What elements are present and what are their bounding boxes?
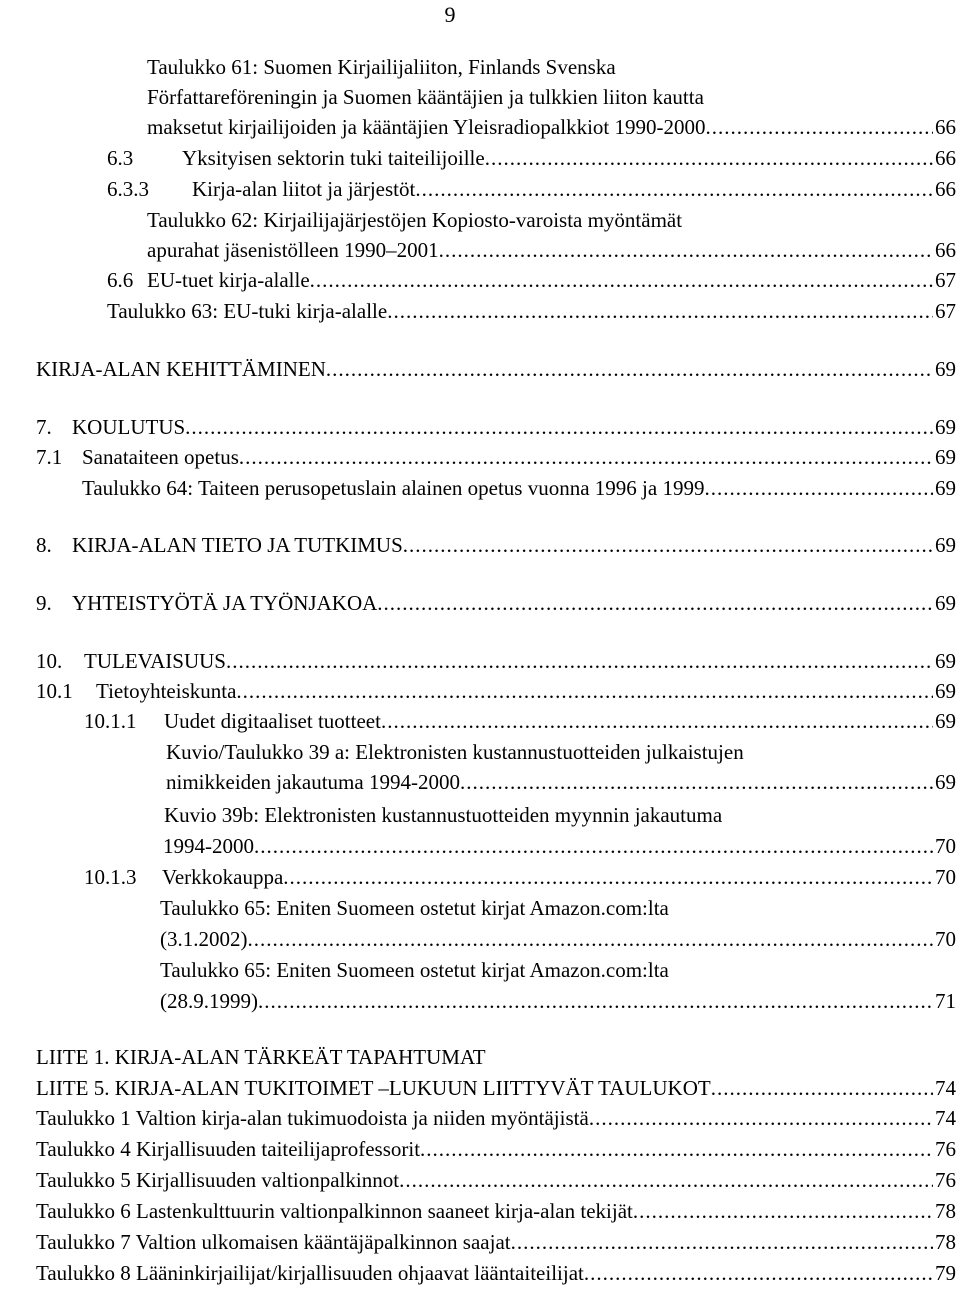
toc-entry-title: Taulukko 5 Kirjallisuuden valtionpalkinnot <box>36 1168 400 1192</box>
toc-leader-dots <box>589 1103 933 1133</box>
toc-entry[interactable] <box>0 354 956 384</box>
toc-leader-dots <box>377 588 933 618</box>
toc-entry[interactable] <box>0 646 956 676</box>
toc-entry-title: Taulukko 7 Valtion ulkomaisen kääntäjäpalkinnon saajat <box>36 1230 511 1254</box>
toc-entry[interactable] <box>0 52 956 82</box>
toc-entry[interactable] <box>0 82 956 112</box>
toc-page-number: 78 <box>935 1199 956 1223</box>
toc-entry-number: 6.3 <box>107 146 134 170</box>
toc-entry[interactable] <box>0 955 956 985</box>
toc-entry[interactable] <box>0 1073 956 1103</box>
toc-leader-dots <box>387 296 933 326</box>
toc-entry-title: LIITE 5. KIRJA-ALAN TUKITOIMET –LUKUUN LIITTYVÄT TAULUKOT <box>36 1076 711 1100</box>
toc-entry[interactable] <box>0 831 956 861</box>
toc-entry[interactable] <box>0 143 956 173</box>
toc-entry[interactable] <box>0 767 956 797</box>
toc-page-number: 71 <box>935 989 956 1013</box>
toc-leader-dots <box>326 354 933 384</box>
toc-leader-dots <box>704 473 933 503</box>
toc-entry-title: KIRJA-ALAN KEHITTÄMINEN <box>36 357 326 381</box>
toc-entry-number: 6.6 <box>107 268 134 292</box>
toc-entry-number: 7.1 <box>36 445 63 469</box>
toc-page-number: 78 <box>935 1230 956 1254</box>
toc-leader-dots <box>254 831 933 861</box>
toc-entry-title: Taulukko 6 Lastenkulttuurin valtionpalkinnon saaneet kirja-alan tekijät <box>36 1199 633 1223</box>
toc-entry-title: 1994-2000 <box>163 834 254 858</box>
toc-leader-dots <box>420 1134 933 1164</box>
toc-entry-title: apurahat jäsenistölleen 1990–2001 <box>147 238 439 262</box>
toc-page-number: 70 <box>935 927 956 951</box>
toc-page-number: 69 <box>935 415 956 439</box>
toc-entry[interactable] <box>0 1042 956 1072</box>
toc-entry[interactable] <box>0 800 956 830</box>
toc-entry-title: Taulukko 1 Valtion kirja-alan tukimuodoista ja niiden myöntäjistä <box>36 1106 589 1130</box>
toc-entry[interactable] <box>0 862 956 892</box>
toc-entry[interactable] <box>0 1227 956 1257</box>
toc-leader-dots <box>248 924 934 954</box>
toc-entry-title: Uudet digitaaliset tuotteet <box>164 709 381 733</box>
toc-entry[interactable] <box>0 1165 956 1195</box>
toc-page-number: 66 <box>935 115 956 139</box>
toc-page-number: 69 <box>935 445 956 469</box>
toc-page-number: 69 <box>935 476 956 500</box>
toc-entry[interactable] <box>0 1258 956 1288</box>
toc-entry-title: Taulukko 65: Eniten Suomeen ostetut kirjat Amazon.com:lta <box>160 958 669 982</box>
toc-entry[interactable] <box>0 174 956 204</box>
toc-leader-dots <box>711 1073 933 1103</box>
toc-entry[interactable] <box>0 205 956 235</box>
toc-entry-number: 10.1 <box>36 679 73 703</box>
toc-page-number: 67 <box>935 268 956 292</box>
toc-entry-title: KOULUTUS <box>72 415 186 439</box>
toc-leader-dots <box>236 676 933 706</box>
toc-entry-title: (3.1.2002) <box>160 927 248 951</box>
toc-leader-dots <box>415 174 933 204</box>
toc-page-number: 66 <box>935 177 956 201</box>
toc-entry-title: KIRJA-ALAN TIETO JA TUTKIMUS <box>72 533 403 557</box>
toc-entry[interactable] <box>0 1196 956 1226</box>
toc-leader-dots <box>633 1196 933 1226</box>
toc-page-number: 74 <box>935 1076 956 1100</box>
toc-entry-number: 6.3.3 <box>107 177 149 201</box>
toc-page-number: 66 <box>935 146 956 170</box>
toc-entry-title: Taulukko 4 Kirjallisuuden taiteilijaprofessorit <box>36 1137 421 1161</box>
toc-leader-dots <box>226 646 933 676</box>
toc-page-number: 76 <box>935 1168 956 1192</box>
toc-page-number: 79 <box>935 1261 956 1285</box>
toc-entry[interactable] <box>0 588 956 618</box>
toc-page-number: 69 <box>935 679 956 703</box>
toc-entry-number: 10.1.3 <box>84 865 137 889</box>
toc-entry-title: (28.9.1999) <box>160 989 258 1013</box>
toc-leader-dots <box>258 986 933 1016</box>
toc-entry[interactable] <box>0 296 956 326</box>
toc-entry-title: LIITE 1. KIRJA-ALAN TÄRKEÄT TAPAHTUMAT <box>36 1045 486 1069</box>
toc-leader-dots <box>283 862 933 892</box>
toc-leader-dots <box>460 767 933 797</box>
toc-entry[interactable] <box>0 412 956 442</box>
toc-page-number: 66 <box>935 238 956 262</box>
toc-entry-title: Sanataiteen opetus <box>82 445 239 469</box>
toc-entry-title: nimikkeiden jakautuma 1994-2000 <box>166 770 460 794</box>
toc-page-number: 69 <box>935 770 956 794</box>
toc-leader-dots <box>511 1227 933 1257</box>
toc-entry[interactable] <box>0 530 956 560</box>
toc-entry-title: Taulukko 61: Suomen Kirjailijaliiton, Finlands Svenska <box>147 55 616 79</box>
toc-entry[interactable] <box>0 676 956 706</box>
toc-leader-dots <box>439 235 933 265</box>
toc-entry[interactable] <box>0 235 956 265</box>
toc-entry-number: 10.1.1 <box>84 709 137 733</box>
toc-entry[interactable] <box>0 473 956 503</box>
toc-page-number: 76 <box>935 1137 956 1161</box>
toc-page-number: 69 <box>935 709 956 733</box>
toc-leader-dots <box>381 706 933 736</box>
toc-entry[interactable] <box>0 442 956 472</box>
toc-leader-dots <box>185 412 933 442</box>
toc-entry[interactable] <box>0 737 956 767</box>
toc-page-number: 69 <box>935 533 956 557</box>
toc-entry-number: 8. <box>36 533 52 557</box>
toc-entry[interactable] <box>0 924 956 954</box>
toc-entry-title: Yksityisen sektorin tuki taiteilijoille <box>182 146 485 170</box>
toc-entry-title: TULEVAISUUS <box>84 649 226 673</box>
toc-entry-title: Tietoyhteiskunta <box>96 679 237 703</box>
toc-entry-title: Taulukko 64: Taiteen perusopetuslain alainen opetus vuonna 1996 ja 1999 <box>82 476 705 500</box>
toc-entry[interactable] <box>0 1103 956 1133</box>
toc-entry[interactable] <box>0 112 956 142</box>
toc-page-number: 69 <box>935 649 956 673</box>
toc-leader-dots <box>239 442 933 472</box>
toc-entry-title: Författareföreningin ja Suomen kääntäjien ja tulkkien liiton kautta <box>147 85 704 109</box>
toc-entry-title: Kirja-alan liitot ja järjestöt <box>192 177 416 201</box>
toc-entry[interactable] <box>0 1134 956 1164</box>
toc-entry-title: Kuvio/Taulukko 39 a: Elektronisten kustannustuotteiden julkaistujen <box>166 740 744 764</box>
toc-entry-number: 9. <box>36 591 52 615</box>
toc-page-number: 69 <box>935 357 956 381</box>
toc-entry-title: Taulukko 65: Eniten Suomeen ostetut kirjat Amazon.com:lta <box>160 896 669 920</box>
toc-entry[interactable] <box>0 986 956 1016</box>
toc-entry[interactable] <box>0 706 956 736</box>
toc-leader-dots <box>485 143 933 173</box>
toc-page-number: 74 <box>935 1106 956 1130</box>
toc-entry-number: 10. <box>36 649 63 673</box>
page-number: 9 <box>444 2 456 27</box>
toc-entry[interactable] <box>0 893 956 923</box>
toc-page-number: 70 <box>935 834 956 858</box>
toc-entry-title: Taulukko 63: EU-tuki kirja-alalle <box>107 299 388 323</box>
toc-leader-dots <box>399 1165 933 1195</box>
toc-entry-title: Taulukko 8 Lääninkirjailijat/kirjallisuuden ohjaavat lääntaiteilijat <box>36 1261 584 1285</box>
toc-leader-dots <box>706 112 934 142</box>
toc-entry-title: maksetut kirjailijoiden ja kääntäjien Yleisradiopalkkiot 1990-2000 <box>147 115 706 139</box>
toc-entry-title: Kuvio 39b: Elektronisten kustannustuotteiden myynnin jakautuma <box>164 803 723 827</box>
toc-entry-title: YHTEISTYÖTÄ JA TYÖNJAKOA <box>72 591 378 615</box>
toc-leader-dots <box>584 1258 933 1288</box>
toc-entry-number: 7. <box>36 415 52 439</box>
toc-page-number: 67 <box>935 299 956 323</box>
toc-page-number: 69 <box>935 591 956 615</box>
toc-leader-dots <box>403 530 933 560</box>
toc-entry[interactable] <box>0 265 956 295</box>
toc-entry-title: EU-tuet kirja-alalle <box>147 268 310 292</box>
toc-leader-dots <box>310 265 933 295</box>
toc-entry-title: Taulukko 62: Kirjailijajärjestöjen Kopiosto-varoista myöntämät <box>147 208 683 232</box>
toc-page-number: 70 <box>935 865 956 889</box>
toc-entry-title: Verkkokauppa <box>162 865 284 889</box>
